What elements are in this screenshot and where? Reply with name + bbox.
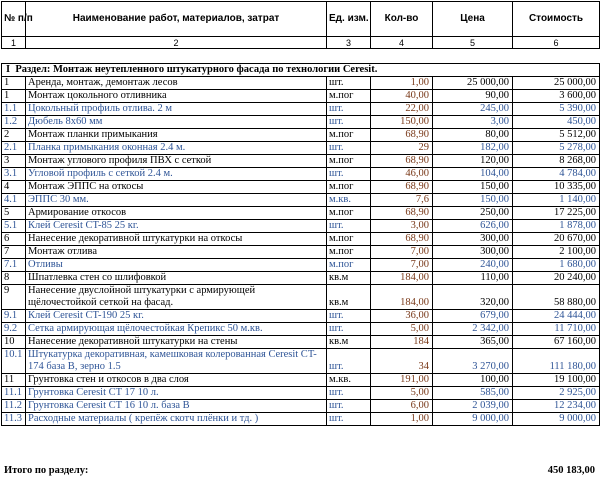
table-row xyxy=(2,310,600,323)
row-price: 245,00 xyxy=(433,103,513,116)
row-cost: 19 100,00 xyxy=(513,374,600,387)
table-row xyxy=(2,272,600,285)
table-row xyxy=(2,323,600,336)
header-index: 5 xyxy=(433,37,513,49)
row-unit: шт. xyxy=(327,103,371,116)
row-price: 182,00 xyxy=(433,142,513,155)
row-quantity: 40,00 xyxy=(371,90,433,103)
row-number: 9.2 xyxy=(2,323,26,336)
table-row xyxy=(2,142,600,155)
row-name: Клей Ceresit CT-85 25 кг. xyxy=(26,220,327,233)
row-unit: м.пог xyxy=(327,155,371,168)
row-unit: шт. xyxy=(327,220,371,233)
row-cost: 3 600,00 xyxy=(513,90,600,103)
row-price: 240,00 xyxy=(433,259,513,272)
row-number: 7 xyxy=(2,246,26,259)
row-cost: 2 925,00 xyxy=(513,387,600,400)
row-name: Планка примыкания оконная 2.4 м. xyxy=(26,142,327,155)
header-qty: Кол-во xyxy=(371,2,433,37)
row-cost: 20 670,00 xyxy=(513,233,600,246)
row-number: 9.1 xyxy=(2,310,26,323)
row-name: Монтаж цокольного отливника xyxy=(26,90,327,103)
row-number: 3 xyxy=(2,155,26,168)
row-name: Грунтовка Ceresit CT 17 10 л. xyxy=(26,387,327,400)
row-name: Грунтовка стен и откосов в два слоя xyxy=(26,374,327,387)
row-quantity: 29 xyxy=(371,142,433,155)
table-row xyxy=(2,129,600,142)
row-price: 9 000,00 xyxy=(433,413,513,426)
row-unit: шт. xyxy=(327,400,371,413)
row-price: 300,00 xyxy=(433,246,513,259)
table-row xyxy=(2,349,600,374)
table-row xyxy=(2,413,600,426)
table-row xyxy=(2,285,600,310)
row-price: 3 270,00 xyxy=(433,349,513,374)
row-price: 150,00 xyxy=(433,194,513,207)
row-number: 4.1 xyxy=(2,194,26,207)
row-price: 3,00 xyxy=(433,116,513,129)
row-name: Нанесение декоративной штукатурки на стены xyxy=(26,336,327,349)
row-unit: шт. xyxy=(327,349,371,374)
section-total xyxy=(1,465,599,478)
table-row xyxy=(2,207,600,220)
row-number: 1.2 xyxy=(2,116,26,129)
table-row xyxy=(2,168,600,181)
row-price: 120,00 xyxy=(433,155,513,168)
row-name: Монтаж планки примыкания xyxy=(26,129,327,142)
row-unit: м.кв. xyxy=(327,374,371,387)
row-price: 2 342,00 xyxy=(433,323,513,336)
row-quantity: 68,90 xyxy=(371,207,433,220)
row-unit: кв.м xyxy=(327,336,371,349)
row-cost: 67 160,00 xyxy=(513,336,600,349)
row-name: Угловой профиль с сеткой 2.4 м. xyxy=(26,168,327,181)
row-unit: кв.м xyxy=(327,285,371,310)
header-name: Наименование работ, материалов, затрат xyxy=(26,2,327,37)
header-unit: Ед. изм. xyxy=(327,2,371,37)
row-quantity: 5,00 xyxy=(371,323,433,336)
row-cost: 24 444,00 xyxy=(513,310,600,323)
section-label: Раздел: Монтаж неутепленного штукатурного фасада по технологии Ceresit. xyxy=(15,64,378,75)
row-price: 80,00 xyxy=(433,129,513,142)
row-unit: шт. xyxy=(327,413,371,426)
row-name: Армирование откосов xyxy=(26,207,327,220)
row-number: 4 xyxy=(2,181,26,194)
table-row xyxy=(2,220,600,233)
row-cost: 111 180,00 xyxy=(513,349,600,374)
row-price: 320,00 xyxy=(433,285,513,310)
table-row xyxy=(2,90,600,103)
row-number: 2 xyxy=(2,129,26,142)
row-unit: шт. xyxy=(327,77,371,90)
row-number: 5 xyxy=(2,207,26,220)
header-index: 2 xyxy=(26,37,327,49)
row-quantity: 184,00 xyxy=(371,272,433,285)
row-name: Монтаж отлива xyxy=(26,246,327,259)
row-quantity: 1,00 xyxy=(371,413,433,426)
row-price: 679,00 xyxy=(433,310,513,323)
row-quantity: 46,00 xyxy=(371,168,433,181)
row-cost: 5 512,00 xyxy=(513,129,600,142)
total-value: 450 183,00 xyxy=(547,465,595,476)
row-name: Нанесение декоративной штукатурки на откосы xyxy=(26,233,327,246)
row-unit: м.пог xyxy=(327,129,371,142)
row-price: 90,00 xyxy=(433,90,513,103)
total-label: Итого по разделу: xyxy=(4,465,89,476)
row-quantity: 68,90 xyxy=(371,233,433,246)
row-quantity: 68,90 xyxy=(371,129,433,142)
row-number: 6 xyxy=(2,233,26,246)
row-name: Аренда, монтаж, демонтаж лесов xyxy=(26,77,327,90)
row-name: Штукатурка декоративная, камешковая колерованная Ceresit CT-174 база B, зерно 1.5 xyxy=(26,349,327,374)
header-num: № п/п xyxy=(2,2,26,37)
table-row xyxy=(2,387,600,400)
row-quantity: 36,00 xyxy=(371,310,433,323)
row-cost: 25 000,00 xyxy=(513,77,600,90)
row-number: 8 xyxy=(2,272,26,285)
row-quantity: 184,00 xyxy=(371,285,433,310)
row-price: 100,00 xyxy=(433,374,513,387)
row-quantity: 68,90 xyxy=(371,181,433,194)
section-row xyxy=(2,64,600,77)
table-row xyxy=(2,103,600,116)
table-row xyxy=(2,374,600,387)
row-unit: м.пог xyxy=(327,246,371,259)
table-row xyxy=(2,77,600,90)
row-cost: 10 335,00 xyxy=(513,181,600,194)
row-price: 626,00 xyxy=(433,220,513,233)
row-quantity: 191,00 xyxy=(371,374,433,387)
row-name: Отливы xyxy=(26,259,327,272)
row-cost: 1 878,00 xyxy=(513,220,600,233)
row-price: 110,00 xyxy=(433,272,513,285)
row-number: 11.3 xyxy=(2,413,26,426)
row-number: 11.2 xyxy=(2,400,26,413)
row-number: 2.1 xyxy=(2,142,26,155)
row-cost: 2 100,00 xyxy=(513,246,600,259)
header-cost: Стоимость xyxy=(513,2,600,37)
row-cost: 9 000,00 xyxy=(513,413,600,426)
row-cost: 17 225,00 xyxy=(513,207,600,220)
header-index: 6 xyxy=(513,37,600,49)
table-row xyxy=(2,400,600,413)
row-number: 7.1 xyxy=(2,259,26,272)
row-unit: кв.м xyxy=(327,272,371,285)
row-number: 1 xyxy=(2,90,26,103)
row-unit: шт. xyxy=(327,387,371,400)
row-quantity: 22,00 xyxy=(371,103,433,116)
table-row xyxy=(2,194,600,207)
row-cost: 1 140,00 xyxy=(513,194,600,207)
row-cost: 5 278,00 xyxy=(513,142,600,155)
section-number: I xyxy=(6,64,11,75)
row-name: Дюбель 8х60 мм xyxy=(26,116,327,129)
row-name: Сетка армирующая щёлочестойкая Крепикс 50 м.кв. xyxy=(26,323,327,336)
row-unit: м.пог xyxy=(327,233,371,246)
table-row xyxy=(2,116,600,129)
row-quantity: 7,00 xyxy=(371,246,433,259)
row-cost: 1 680,00 xyxy=(513,259,600,272)
header-index: 3 xyxy=(327,37,371,49)
row-number: 11.1 xyxy=(2,387,26,400)
row-number: 5.1 xyxy=(2,220,26,233)
row-cost: 8 268,00 xyxy=(513,155,600,168)
header-price: Цена xyxy=(433,2,513,37)
table-row xyxy=(2,181,600,194)
row-number: 10 xyxy=(2,336,26,349)
row-number: 1.1 xyxy=(2,103,26,116)
row-cost: 11 710,00 xyxy=(513,323,600,336)
row-name: Монтаж ЭППС на откосы xyxy=(26,181,327,194)
row-cost: 12 234,00 xyxy=(513,400,600,413)
row-quantity: 150,00 xyxy=(371,116,433,129)
row-quantity: 184 xyxy=(371,336,433,349)
row-unit: шт. xyxy=(327,323,371,336)
row-number: 9 xyxy=(2,285,26,310)
row-price: 585,00 xyxy=(433,387,513,400)
row-price: 104,00 xyxy=(433,168,513,181)
row-number: 10.1 xyxy=(2,349,26,374)
row-quantity: 7,00 xyxy=(371,259,433,272)
header-index: 1 xyxy=(2,37,26,49)
row-cost: 4 784,00 xyxy=(513,168,600,181)
row-number: 1 xyxy=(2,77,26,90)
row-price: 365,00 xyxy=(433,336,513,349)
table-row xyxy=(2,259,600,272)
row-quantity: 3,00 xyxy=(371,220,433,233)
row-name: Монтаж углового профиля ПВХ с сеткой xyxy=(26,155,327,168)
row-name: Расходные материалы ( крепёж скотч плёнки и тд. ) xyxy=(26,413,327,426)
row-quantity: 68,90 xyxy=(371,155,433,168)
table-row xyxy=(2,246,600,259)
row-price: 150,00 xyxy=(433,181,513,194)
row-unit: шт. xyxy=(327,116,371,129)
row-quantity: 34 xyxy=(371,349,433,374)
row-unit: шт. xyxy=(327,168,371,181)
row-quantity: 7,6 xyxy=(371,194,433,207)
row-unit: м.пог xyxy=(327,259,371,272)
row-unit: шт. xyxy=(327,142,371,155)
row-number: 3.1 xyxy=(2,168,26,181)
row-quantity: 1,00 xyxy=(371,77,433,90)
row-cost: 450,00 xyxy=(513,116,600,129)
table-row xyxy=(2,233,600,246)
row-unit: м.пог xyxy=(327,181,371,194)
row-price: 300,00 xyxy=(433,233,513,246)
row-price: 25 000,00 xyxy=(433,77,513,90)
row-number: 11 xyxy=(2,374,26,387)
row-name: Цокольный профиль отлива. 2 м xyxy=(26,103,327,116)
row-name: Шпатлевка стен со шлифовкой xyxy=(26,272,327,285)
row-unit: м.кв. xyxy=(327,194,371,207)
row-cost: 5 390,00 xyxy=(513,103,600,116)
row-cost: 20 240,00 xyxy=(513,272,600,285)
table-row xyxy=(2,155,600,168)
row-name: Грунтовка Ceresit CT 16 10 л. база B xyxy=(26,400,327,413)
row-price: 250,00 xyxy=(433,207,513,220)
header-index: 4 xyxy=(371,37,433,49)
table-row xyxy=(2,336,600,349)
row-cost: 58 880,00 xyxy=(513,285,600,310)
section-title xyxy=(2,64,600,77)
row-quantity: 5,00 xyxy=(371,387,433,400)
row-unit: м.пог xyxy=(327,90,371,103)
row-name: Клей Ceresit CT-190 25 кг. xyxy=(26,310,327,323)
row-unit: шт. xyxy=(327,310,371,323)
table-header xyxy=(1,1,600,49)
row-name: Нанесение двуслойной штукатурки с армирующей щёлочестойкой сеткой на фасад. xyxy=(26,285,327,310)
row-price: 2 039,00 xyxy=(433,400,513,413)
row-unit: м.пог xyxy=(327,207,371,220)
row-name: ЭППС 30 мм. xyxy=(26,194,327,207)
row-quantity: 6,00 xyxy=(371,400,433,413)
estimate-table xyxy=(1,63,600,426)
